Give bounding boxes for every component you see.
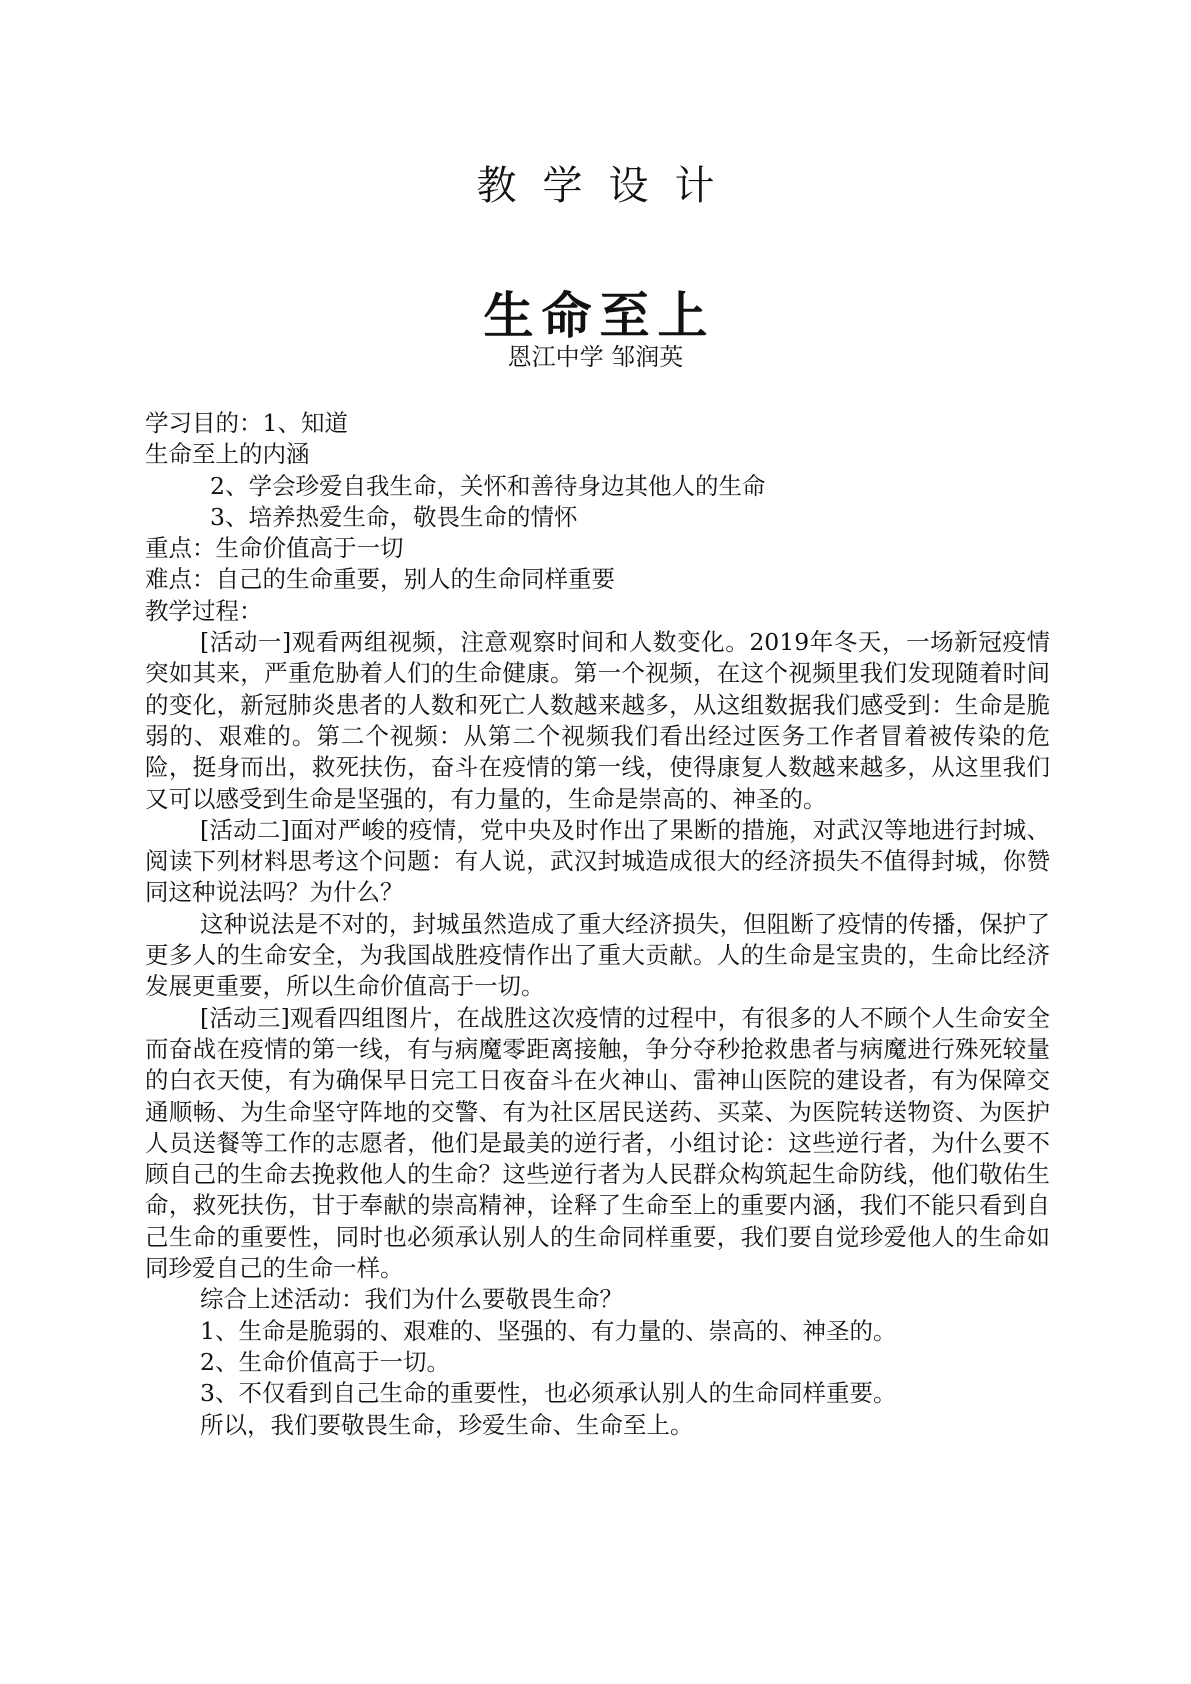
summary-conclusion: 所以，我们要敬畏生命，珍爱生命、生命至上。 xyxy=(200,1410,694,1439)
summary-item-3: 3、不仅看到自己生命的重要性，也必须承认别人的生命同样重要。 xyxy=(200,1379,897,1408)
key-point: 重点：生命价值高于一切 xyxy=(145,534,404,563)
summary-intro: 综合上述活动：我们为什么要敬畏生命？ xyxy=(200,1285,623,1314)
author-line: 恩江中学 邹润英 xyxy=(507,343,684,371)
process-label: 教学过程： xyxy=(145,596,263,625)
difficult-point: 难点：自己的生命重要，别人的生命同样重要 xyxy=(145,565,615,594)
paragraph-activity-2-answer: 这种说法是不对的，封城虽然造成了重大经济损失，但阻断了疫情的传播，保护了更多人的生命安全，为我国战胜疫情作出了重大贡献。人的生命是宝贵的，生命比经济发展更重要，所以生命价值高于一切。 xyxy=(145,909,1050,1001)
document-body xyxy=(145,408,1050,1441)
objective-item-1-continuation: 生命至上的内涵 xyxy=(145,440,310,469)
paragraph-activity-3: [活动三]观看四组图片，在战胜这次疫情的过程中，有很多的人不顾个人生命安全而奋战在疫情的第一线，有与病魔零距离接触，争分夺秒抢救患者与病魔进行殊死较量的白衣天使，有为确保早日完工日夜奋斗在火神山、雷神山医院的建设者，有为保障交通顺畅、为生命坚守阵地的交警、有为社区居民送药、买菜、为医院转送物资、为医护人员送餐等工作的志愿者，他们是最美的逆行者，小组讨论：这些逆行者，为什么要不顾自己的生命去挽救他人的生命？这些逆行者为人民群众构筑起生命防线，他们敬佑生命，救死扶伤，甘于奉献的崇高精神，诠释了生命至上的重要内涵，我们不能只看到自己生命的重要性，同时也必须承认别人的生命同样重要，我们要自觉珍爱他人的生命如同珍爱自己的生命一样。 xyxy=(145,1003,1050,1283)
summary-item-1: 1、生命是脆弱的、艰难的、坚强的、有力量的、崇高的、神圣的。 xyxy=(200,1316,897,1345)
paragraph-activity-1: [活动一]观看两组视频，注意观察时间和人数变化。2019年冬天，一场新冠疫情突如其来，严重危胁着人们的生命健康。第一个视频，在这个视频里我们发现随着时间的变化，新冠肺炎患者的人数和死亡人数越来越多，从这组数据我们感受到：生命是脆弱的、艰难的。第二个视频：从第二个视频我们看出经过医务工作者冒着被传染的危险，挺身而出，救死扶伤，奋斗在疫情的第一线，使得康复人数越来越多，从这里我们又可以感受到生命是坚强的，有力量的，生命是崇高的、神圣的。 xyxy=(145,628,1050,813)
paragraph-activity-2: [活动二]面对严峻的疫情，党中央及时作出了果断的措施，对武汉等地进行封城、阅读下列材料思考这个问题：有人说，武汉封城造成很大的经济损失不值得封城，你赞同这种说法吗？为什么？ xyxy=(145,815,1050,907)
page-title: 生命至上 xyxy=(483,287,716,345)
summary-item-2: 2、生命价值高于一切。 xyxy=(200,1347,450,1376)
document-type-heading: 教学设计 xyxy=(476,163,741,209)
objective-item-2: 2、学会珍爱自我生命，关怀和善待身边其他人的生命 xyxy=(210,471,766,500)
objective-item-3: 3、培养热爱生命，敬畏生命的情怀 xyxy=(210,502,578,531)
objectives-label: 学习目的：1、知道 xyxy=(145,409,348,437)
